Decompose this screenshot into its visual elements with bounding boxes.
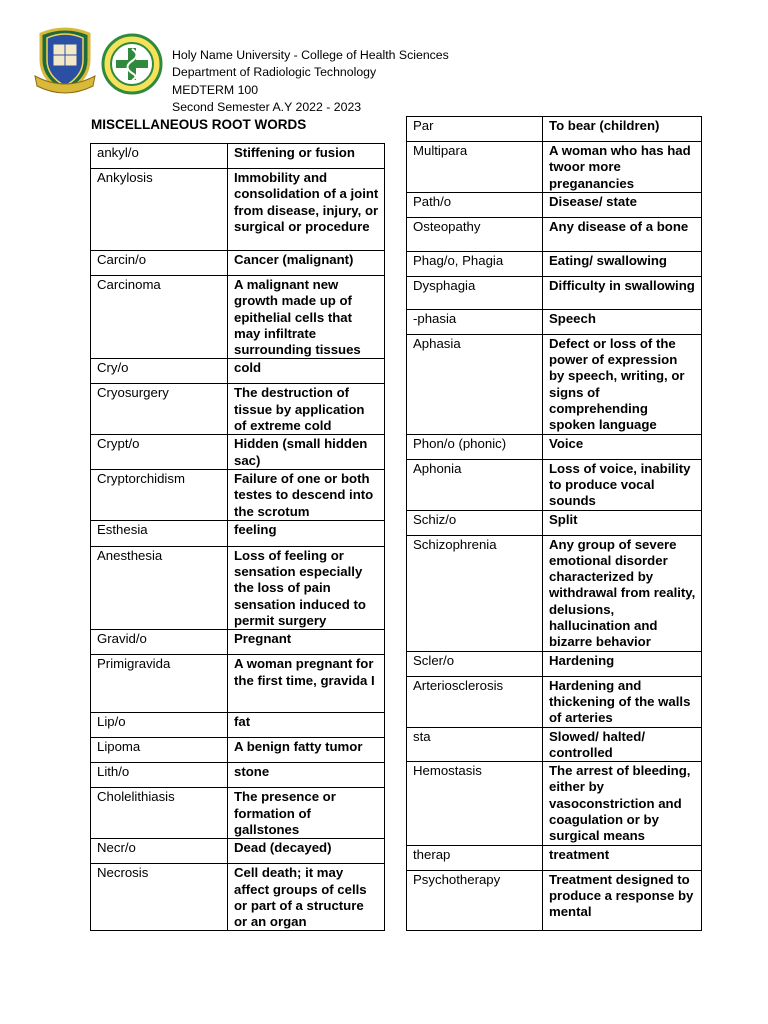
table-row <box>91 655 385 713</box>
term-cell: Carcin/o <box>91 251 228 276</box>
table-row <box>407 727 702 762</box>
definition-cell: Immobility and consolidation of a joint from disease, injury, or surgical or procedure <box>228 169 385 251</box>
table-row <box>407 276 702 309</box>
term-cell: Cholelithiasis <box>91 788 228 839</box>
document-header <box>172 47 449 117</box>
definition-cell: Cancer (malignant) <box>228 251 385 276</box>
term-cell: Anesthesia <box>91 546 228 629</box>
term-cell: Hemostasis <box>407 762 543 845</box>
definition-cell: Treatment designed to produce a response by mental <box>543 870 702 930</box>
term-cell: Aphonia <box>407 459 543 510</box>
table-row <box>91 864 385 931</box>
definition-cell: stone <box>228 763 385 788</box>
table-row <box>91 630 385 655</box>
definition-cell: Failure of one or both testes to descend into the scrotum <box>228 469 385 520</box>
term-cell: Arteriosclerosis <box>407 676 543 727</box>
table-row <box>91 546 385 629</box>
definition-cell: Eating/ swallowing <box>543 251 702 276</box>
definition-cell: To bear (children) <box>543 117 702 142</box>
definition-cell: Loss of voice, inability to produce vocal sounds <box>543 459 702 510</box>
college-seal-logo <box>101 33 163 95</box>
table-row <box>407 434 702 459</box>
term-cell: sta <box>407 727 543 762</box>
table-row <box>407 142 702 193</box>
term-cell: Psychotherapy <box>407 870 543 930</box>
definition-cell: Split <box>543 510 702 535</box>
table-row <box>91 738 385 763</box>
definition-cell: Any disease of a bone <box>543 217 702 251</box>
table-row <box>407 845 702 870</box>
term-cell: Gravid/o <box>91 630 228 655</box>
definition-cell: Any group of severe emotional disorder characterized by withdrawal from reality, delusions, hallucination and bizarre behavior <box>543 535 702 651</box>
definition-cell: cold <box>228 359 385 384</box>
definition-cell: Dead (decayed) <box>228 839 385 864</box>
semester: Second Semester A.Y 2022 - 2023 <box>172 100 362 115</box>
term-cell: Lip/o <box>91 713 228 738</box>
definition-cell: Hidden (small hidden sac) <box>228 435 385 470</box>
term-cell: ankyl/o <box>91 144 228 169</box>
term-cell: Primigravida <box>91 655 228 713</box>
term-cell: -phasia <box>407 309 543 334</box>
table-row <box>91 435 385 470</box>
definition-cell: A woman pregnant for the first time, gravida I <box>228 655 385 713</box>
term-cell: Par <box>407 117 543 142</box>
university-logo <box>33 26 97 96</box>
course-code: MEDTERM 100 <box>172 82 259 97</box>
definition-cell: Cell death; it may affect groups of cells or part of a structure or an organ <box>228 864 385 931</box>
table-row <box>407 251 702 276</box>
term-cell: Lipoma <box>91 738 228 763</box>
definition-cell: A woman who has had twoor more preganancies <box>543 142 702 193</box>
term-cell: Necrosis <box>91 864 228 931</box>
term-cell: Phag/o, Phagia <box>407 251 543 276</box>
term-cell: Necr/o <box>91 839 228 864</box>
term-cell: Carcinoma <box>91 276 228 359</box>
term-cell: Lith/o <box>91 763 228 788</box>
definition-cell: Defect or loss of the power of expression by speech, writing, or signs of comprehending spoken language <box>543 334 702 434</box>
table-row <box>91 251 385 276</box>
term-cell: Schizophrenia <box>407 535 543 651</box>
table-row <box>407 870 702 930</box>
term-cell: Cryosurgery <box>91 384 228 435</box>
term-cell: Cry/o <box>91 359 228 384</box>
definition-cell: Slowed/ halted/ controlled <box>543 727 702 762</box>
term-cell: Path/o <box>407 192 543 217</box>
root-words-table-right <box>406 116 702 931</box>
term-cell: Ankylosis <box>91 169 228 251</box>
definition-cell: The destruction of tissue by application of extreme cold <box>228 384 385 435</box>
table-row <box>407 676 702 727</box>
root-words-table-left <box>90 143 385 931</box>
table-row <box>407 334 702 434</box>
table-row <box>407 535 702 651</box>
table-row <box>91 763 385 788</box>
term-cell: Cryptorchidism <box>91 469 228 520</box>
definition-cell: Hardening <box>543 651 702 676</box>
definition-cell: Stiffening or fusion <box>228 144 385 169</box>
table-row <box>91 713 385 738</box>
term-cell: Scler/o <box>407 651 543 676</box>
table-row <box>91 384 385 435</box>
term-cell: Phon/o (phonic) <box>407 434 543 459</box>
table-row <box>407 762 702 845</box>
table-row <box>91 520 385 546</box>
university-name: Holy Name University - College of Health Sciences <box>172 48 449 62</box>
term-cell: therap <box>407 845 543 870</box>
definition-cell: Voice <box>543 434 702 459</box>
table-row <box>407 510 702 535</box>
table-row <box>91 469 385 520</box>
department-name: Department of Radiologic Technology <box>172 65 377 80</box>
table-row <box>407 117 702 142</box>
definition-cell: The arrest of bleeding, either by vasoconstriction and coagulation or by surgical means <box>543 762 702 845</box>
definition-cell: Hardening and thickening of the walls of arteries <box>543 676 702 727</box>
term-cell: Aphasia <box>407 334 543 434</box>
definition-cell: A benign fatty tumor <box>228 738 385 763</box>
definition-cell: Pregnant <box>228 630 385 655</box>
section-title: MISCELLANEOUS ROOT WORDS <box>91 117 307 132</box>
definition-cell: Loss of feeling or sensation especially the loss of pain sensation induced to permit surgery <box>228 546 385 629</box>
definition-cell: Disease/ state <box>543 192 702 217</box>
definition-cell: A malignant new growth made up of epithelial cells that may infiltrate surrounding tissues <box>228 276 385 359</box>
term-cell: Crypt/o <box>91 435 228 470</box>
definition-cell: Speech <box>543 309 702 334</box>
table-row <box>407 309 702 334</box>
table-row <box>91 276 385 359</box>
table-row <box>407 651 702 676</box>
definition-cell: treatment <box>543 845 702 870</box>
table-row <box>91 359 385 384</box>
term-cell: Osteopathy <box>407 217 543 251</box>
table-row <box>407 217 702 251</box>
term-cell: Multipara <box>407 142 543 193</box>
table-row <box>407 459 702 510</box>
definition-cell: The presence or formation of gallstones <box>228 788 385 839</box>
table-row <box>407 192 702 217</box>
definition-cell: feeling <box>228 520 385 546</box>
table-row <box>91 788 385 839</box>
term-cell: Dysphagia <box>407 276 543 309</box>
definition-cell: fat <box>228 713 385 738</box>
table-row <box>91 144 385 169</box>
definition-cell: Difficulty in swallowing <box>543 276 702 309</box>
table-row <box>91 839 385 864</box>
term-cell: Esthesia <box>91 520 228 546</box>
term-cell: Schiz/o <box>407 510 543 535</box>
table-row <box>91 169 385 251</box>
